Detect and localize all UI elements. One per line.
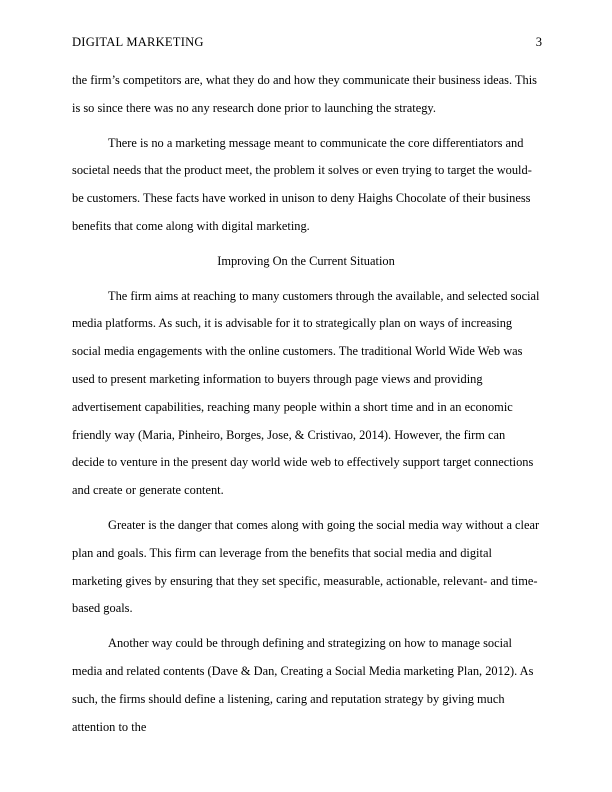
paragraph-social-media-platforms: The firm aims at reaching to many customers through the available, and selected social media platforms. As such, it is advisable for it to strategically plan on ways of increasing social media engagements with the online customers. The traditional World Wide Web was used to present marketing information to buyers through page views and providing advertisement capabilities, reaching many people within a short time and in an economic friendly way (Maria, Pinheiro, Borges, Jose, & Cristivao, 2014). However, the firm can decide to venture in the present day world wide web to effectively support target connections and create or generate content. — [72, 288, 540, 498]
document-body — [72, 67, 540, 748]
paragraph-clear-plan-goals: Greater is the danger that comes along with going the social media way without a clear plan and goals. This firm can leverage from the benefits that social media and digital marketing gives by ensuring that they set specific, measurable, actionable, relevant- and time-based goals. — [72, 517, 540, 616]
paragraph-marketing-message: There is no a marketing message meant to communicate the core differentiators and societal needs that the product meet, the problem it solves or even trying to target the would-be customers. These facts have worked in unison to deny Haighs Chocolate of their business benefits that come along with digital marketing. — [72, 135, 532, 233]
running-header-title: DIGITAL MARKETING — [72, 35, 204, 49]
paragraph-continuation: the firm’s competitors are, what they do and how they communicate their business ideas. This is so since there was no any research done prior to launching the strategy. — [72, 73, 537, 115]
section-heading: Improving On the Current Situation — [217, 253, 395, 268]
paragraph-manage-content: Another way could be through defining and strategizing on how to manage social media and related contents (Dave & Dan, Creating a Social Media marketing Plan, 2012). As such, the firms should define a listening, caring and reputation strategy by giving much attention to the — [72, 636, 534, 734]
page-number: 3 — [535, 35, 542, 49]
